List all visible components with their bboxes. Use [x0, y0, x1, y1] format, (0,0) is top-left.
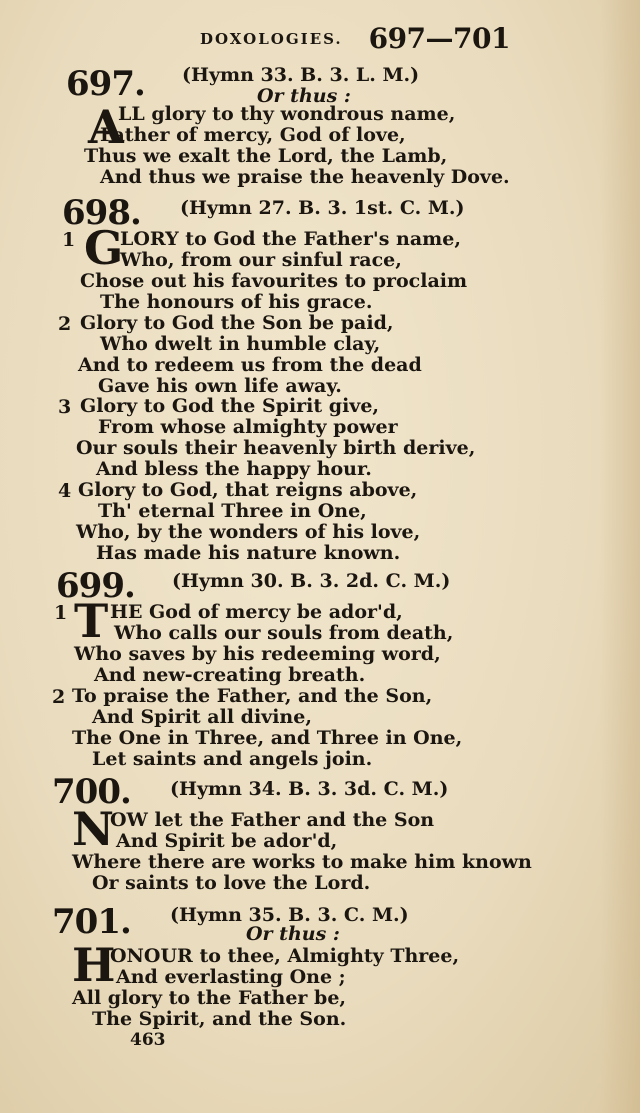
verse-line: Who saves by his redeeming word, — [74, 643, 441, 665]
hymn-meta: (Hymn 27. B. 3. 1st. C. M.) — [180, 197, 465, 219]
running-head — [200, 22, 510, 56]
verse-line: And everlasting One ; — [116, 966, 346, 988]
verse-line: Glory to God, that reigns above, — [78, 479, 418, 501]
verse-number: 4 — [58, 480, 72, 502]
verse-line: And to redeem us from the dead — [78, 354, 422, 376]
verse-line: Father of mercy, God of love, — [100, 124, 406, 146]
verse-line: All glory to the Father be, — [72, 987, 347, 1009]
verse-line: HE God of mercy be ador'd, — [110, 601, 403, 623]
hymn-meta: (Hymn 30. B. 3. 2d. C. M.) — [172, 570, 451, 592]
drop-cap: H — [72, 938, 116, 992]
verse-line: Where there are works to make him known — [72, 851, 532, 873]
verse-line: Who, from our sinful race, — [120, 249, 402, 271]
verse-number: 3 — [58, 396, 72, 418]
verse-line: Has made his nature known. — [96, 542, 401, 564]
page-edge-shadow — [600, 0, 640, 1113]
verse-number: 1 — [62, 229, 76, 251]
alternate-label: Or thus : — [257, 85, 351, 107]
hymn-number: 701. — [52, 902, 131, 942]
verse-number: 1 — [54, 602, 68, 624]
verse-line: And Spirit be ador'd, — [116, 830, 338, 852]
verse-line: The honours of his grace. — [100, 291, 373, 313]
section-title: DOXOLOGIES. — [200, 30, 343, 48]
drop-cap: A — [88, 100, 124, 154]
hymn-number: 700. — [52, 772, 131, 812]
hymn-range: 697—701 — [368, 22, 510, 55]
verse-line: To praise the Father, and the Son, — [72, 685, 433, 707]
verse-line: The One in Three, and Three in One, — [72, 727, 463, 749]
page-number: 463 — [130, 1030, 166, 1050]
verse-line: The Spirit, and the Son. — [92, 1008, 347, 1030]
verse-line: LL glory to thy wondrous name, — [118, 103, 456, 125]
verse-line: And thus we praise the heavenly Dove. — [100, 166, 510, 188]
verse-number: 2 — [58, 313, 72, 335]
verse-line: Who calls our souls from death, — [114, 622, 454, 644]
verse-line: Who, by the wonders of his love, — [76, 521, 421, 543]
drop-cap: T — [74, 594, 109, 648]
verse-line: Our souls their heavenly birth derive, — [76, 437, 476, 459]
verse-line: Who dwelt in humble clay, — [100, 333, 381, 355]
drop-cap: N — [72, 802, 115, 856]
verse-line: Chose out his favourites to proclaim — [80, 270, 468, 292]
verse-line: LORY to God the Father's name, — [120, 228, 461, 250]
verse-line: Gave his own life away. — [98, 375, 342, 397]
hymn-number: 699. — [56, 566, 135, 606]
verse-line: And Spirit all divine, — [92, 706, 312, 728]
hymn-meta: (Hymn 35. B. 3. C. M.) — [170, 904, 409, 926]
alternate-label: Or thus : — [246, 923, 340, 945]
hymn-meta: (Hymn 33. B. 3. L. M.) — [182, 64, 420, 86]
verse-line: And bless the happy hour. — [96, 458, 372, 480]
verse-line: Glory to God the Son be paid, — [80, 312, 394, 334]
hymn-number: 697. — [66, 64, 145, 104]
verse-line: From whose almighty power — [98, 416, 398, 438]
verse-line: Th' eternal Three in One, — [98, 500, 367, 522]
hymn-meta: (Hymn 34. B. 3. 3d. C. M.) — [170, 778, 449, 800]
verse-line: OW let the Father and the Son — [110, 809, 435, 831]
verse-line: And new-creating breath. — [94, 664, 366, 686]
verse-line: Or saints to love the Lord. — [92, 872, 371, 894]
verse-line: ONOUR to thee, Almighty Three, — [110, 945, 460, 967]
verse-line: Thus we exalt the Lord, the Lamb, — [84, 145, 448, 167]
hymn-number: 698. — [62, 193, 141, 233]
drop-cap: G — [84, 221, 124, 275]
verse-line: Let saints and angels join. — [92, 748, 373, 770]
verse-line: Glory to God the Spirit give, — [80, 395, 380, 417]
verse-number: 2 — [52, 686, 66, 708]
